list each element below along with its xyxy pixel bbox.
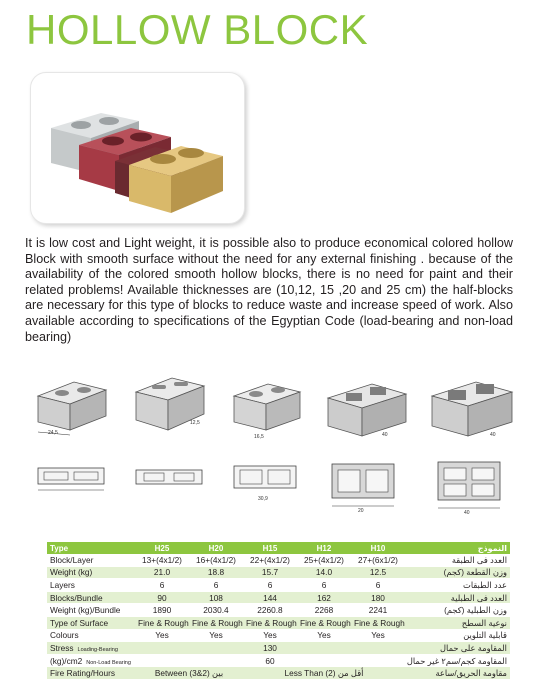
row-label: Fire Rating/Hours: [47, 667, 135, 680]
row-cell: 13+(4x1/2): [135, 554, 189, 566]
row-cell: Fine & Rough: [189, 616, 243, 629]
table-row: [47, 591, 510, 604]
row-cell: 14.0: [297, 566, 351, 579]
row-cell: 6: [243, 579, 297, 592]
hollow-block-photo: [30, 72, 245, 224]
page-title: HOLLOW BLOCK: [26, 6, 369, 53]
row-cell: 6: [135, 579, 189, 592]
row-label: Layers: [47, 579, 135, 592]
block-h15-plan-drawing: [228, 458, 312, 504]
dim-label: 30,9: [258, 496, 268, 502]
description-paragraph: It is low cost and Light weight, it is possible also to produce economical colored hollow Block with smooth surface without the need for any external finishing . because of the availability of the colored smooth hollow blocks, there is no need for paint and their related problems! Available thicknesses are (10,12, 15 ,20 and 25 cm) the half-blocks are necessary for this type of blocks to reduce waste and increase speed of work. Also available according to specifications of the Egyptian Code (load-bearing and non-load bearing): [25, 236, 513, 344]
stress-value-load: 130: [135, 642, 405, 655]
row-label: Colours: [47, 629, 135, 642]
row-cell: 12.5: [351, 566, 405, 579]
table-row: [47, 629, 510, 642]
block-h12-plan-drawing: [130, 460, 210, 500]
stress-sub-nonload: Non-Load Bearing: [86, 659, 131, 666]
row-cell: 15.7: [243, 566, 297, 579]
table-row: [47, 604, 510, 617]
row-label: Blocks/Bundle: [47, 591, 135, 604]
fire-value-1: [135, 667, 243, 680]
fire-text-1: Between (3&2): [154, 668, 210, 679]
row-label: Block/Layer: [47, 554, 135, 566]
header-col: H15: [243, 542, 297, 554]
row-cell: Yes: [135, 629, 189, 642]
row-label: Type of Surface: [47, 616, 135, 629]
table-row: [47, 554, 510, 566]
header-col: H10: [351, 542, 405, 554]
block-h20-plan-drawing: [318, 454, 414, 514]
row-arabic: المقاومة كجم/سم٢ غير حمال: [405, 654, 510, 667]
dim-label: 40: [490, 432, 496, 438]
row-cell: Fine & Rough: [243, 616, 297, 629]
fire-arabic-1: بين: [212, 668, 224, 679]
stress-unit-label: [47, 654, 135, 667]
table-header-row: [47, 542, 510, 554]
row-label: Weight (kg): [47, 566, 135, 579]
row-cell: 90: [135, 591, 189, 604]
header-type: Type: [47, 542, 135, 554]
header-col: H12: [297, 542, 351, 554]
row-cell: Yes: [351, 629, 405, 642]
row-cell: Fine & Rough: [351, 616, 405, 629]
row-arabic: عدد الطبقات: [405, 579, 510, 592]
fire-text-2: Less Than (2): [284, 668, 336, 679]
block-h12-iso-drawing: [130, 370, 210, 436]
block-h25-plan-drawing: [424, 454, 520, 516]
row-cell: 2241: [351, 604, 405, 617]
stress-value-nonload: 60: [135, 654, 405, 667]
fire-value-2: [243, 667, 405, 680]
row-cell: Fine & Rough: [297, 616, 351, 629]
row-cell: 6: [297, 579, 351, 592]
table-row: [47, 566, 510, 579]
stress-unit: (kg)/cm2: [50, 655, 83, 666]
row-cell: 6: [189, 579, 243, 592]
row-cell: 16+(4x1/2): [189, 554, 243, 566]
row-arabic: نوعية السطح: [405, 616, 510, 629]
table-row: [47, 616, 510, 629]
table-row-stress-load: [47, 642, 510, 655]
row-arabic: وزن الطبلية (كجم): [405, 604, 510, 617]
row-cell: 6: [351, 579, 405, 592]
row-cell: Yes: [189, 629, 243, 642]
dim-label: 40: [382, 432, 388, 438]
dim-label: 40: [464, 510, 470, 516]
stress-text: Stress: [50, 642, 74, 653]
stress-sub-load: Loading-Bearing: [77, 646, 118, 653]
stress-label: [47, 642, 135, 655]
header-col: H20: [189, 542, 243, 554]
row-cell: Yes: [243, 629, 297, 642]
row-cell: 2268: [297, 604, 351, 617]
row-cell: 27+(6x1/2): [351, 554, 405, 566]
row-cell: 2030.4: [189, 604, 243, 617]
row-cell: 18.8: [189, 566, 243, 579]
block-h25-iso-drawing: [426, 376, 518, 442]
fire-arabic-2: أقل من: [337, 668, 364, 679]
row-arabic: العدد فى الطبقة: [405, 554, 510, 566]
spec-table: [47, 542, 510, 680]
colored-blocks-illustration: [31, 73, 244, 223]
block-h10-plan-drawing: [32, 462, 112, 498]
row-arabic: العدد فى الطبلية: [405, 591, 510, 604]
row-cell: 1890: [135, 604, 189, 617]
header-arabic: النموذج: [405, 542, 510, 554]
row-cell: 25+(4x1/2): [297, 554, 351, 566]
row-cell: Fine & Rough: [135, 616, 189, 629]
block-h15-iso-drawing: [228, 376, 306, 440]
block-h20-iso-drawing: [322, 378, 412, 442]
row-cell: 108: [189, 591, 243, 604]
block-h10-iso-drawing: [32, 374, 112, 436]
header-col: H25: [135, 542, 189, 554]
row-arabic: وزن القطعة (كجم): [405, 566, 510, 579]
table-row: [47, 579, 510, 592]
row-arabic: المقاومة على حمال: [405, 642, 510, 655]
technical-drawings: [22, 362, 522, 532]
row-label: Weight (kg)/Bundle: [47, 604, 135, 617]
dim-label: 24,5: [48, 430, 58, 436]
dim-label: 16,5: [254, 434, 264, 440]
table-row-stress-nonload: [47, 654, 510, 667]
row-cell: 21.0: [135, 566, 189, 579]
row-cell: 180: [351, 591, 405, 604]
row-cell: 162: [297, 591, 351, 604]
row-cell: 144: [243, 591, 297, 604]
dim-label: 12,5: [190, 420, 200, 426]
row-arabic: قابلية التلوين: [405, 629, 510, 642]
row-cell: Yes: [297, 629, 351, 642]
table-row-fire: [47, 667, 510, 680]
row-cell: 2260.8: [243, 604, 297, 617]
row-arabic: مقاومة الحريق/ساعة: [405, 667, 510, 680]
dim-label: 20: [358, 508, 364, 514]
row-cell: 22+(4x1/2): [243, 554, 297, 566]
